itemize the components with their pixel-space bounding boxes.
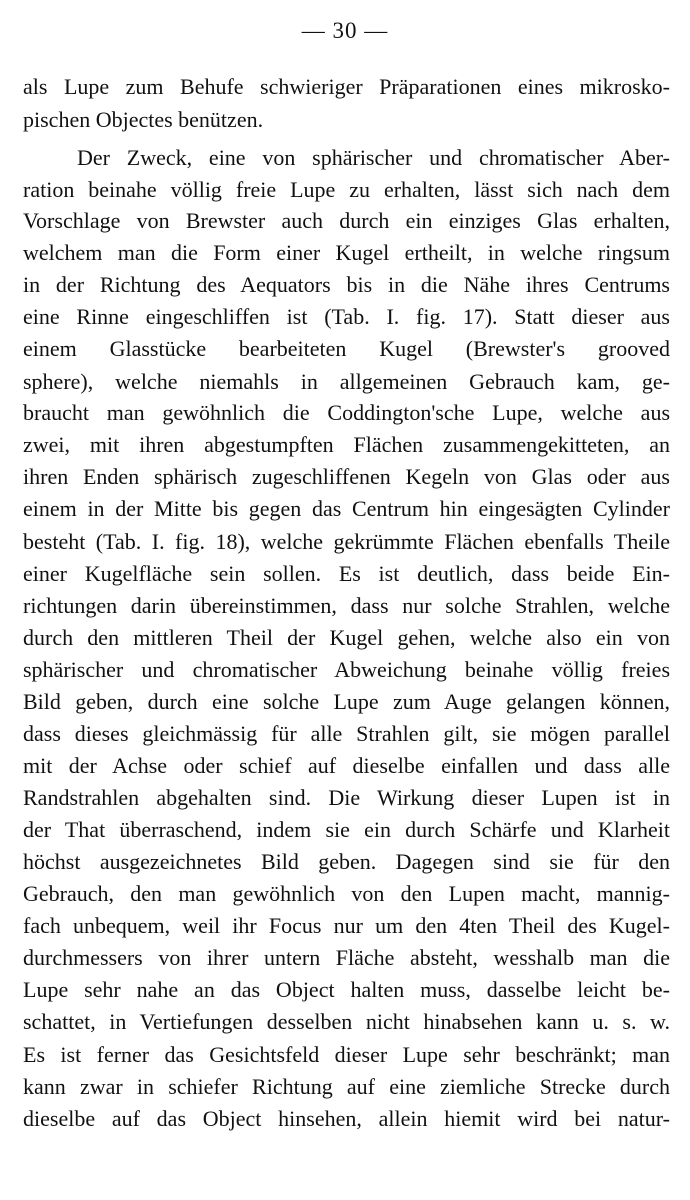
text-line: dass dieses gleichmässig für alle Strahlen gilt, sie mögen parallel xyxy=(23,721,670,746)
text-line: braucht man gewöhnlich die Coddington'sche Lupe, welche aus xyxy=(23,400,670,425)
text-line: Gebrauch, den man gewöhnlich von den Lupen macht, mannig- xyxy=(23,881,670,906)
text-line: durchmessers von ihrer untern Fläche absteht, wesshalb man die xyxy=(23,945,670,970)
text-line: als Lupe zum Behufe schwieriger Präparationen eines mikrosko- xyxy=(23,74,670,99)
text-line: einer Kugelfläche sein sollen. Es ist deutlich, dass beide Ein- xyxy=(23,561,670,586)
text-line: einem Glasstücke bearbeiteten Kugel (Brewster's grooved xyxy=(23,336,670,361)
text-line: kann zwar in schiefer Richtung auf eine ziemliche Strecke durch xyxy=(23,1074,670,1099)
text-line: welchem man die Form einer Kugel ertheilt, in welche ringsum xyxy=(23,240,670,265)
text-line: ihren Enden sphärisch zugeschliffenen Kegeln von Glas oder aus xyxy=(23,464,670,489)
text-line: Es ist ferner das Gesichtsfeld dieser Lupe sehr beschränkt; man xyxy=(23,1042,670,1067)
text-line: einem in der Mitte bis gegen das Centrum hin eingesägten Cylinder xyxy=(23,496,670,521)
text-line: pischen Objectes benützen. xyxy=(23,107,264,132)
text-line: der That überraschend, indem sie ein durch Schärfe und Klarheit xyxy=(23,817,670,842)
text-line: richtungen darin übereinstimmen, dass nur solche Strahlen, welche xyxy=(23,593,670,618)
text-line: besteht (Tab. I. fig. 18), welche gekrümmte Flächen ebenfalls Theile xyxy=(23,529,670,554)
text-line: Randstrahlen abgehalten sind. Die Wirkung dieser Lupen ist in xyxy=(23,785,670,810)
text-line: in der Richtung des Aequators bis in die Nähe ihres Centrums xyxy=(23,272,670,297)
text-line: Lupe sehr nahe an das Object halten muss, dasselbe leicht be- xyxy=(23,977,670,1002)
text-line: zwei, mit ihren abgestumpften Flächen zusammengekitteten, an xyxy=(23,432,670,457)
text-line: Der Zweck, eine von sphärischer und chromatischer Aber- xyxy=(77,145,670,170)
text-line: Vorschlage von Brewster auch durch ein einziges Glas erhalten, xyxy=(23,208,670,233)
text-line: höchst ausgezeichnetes Bild geben. Dagegen sind sie für den xyxy=(23,849,670,874)
page-number: — 30 — xyxy=(301,18,389,43)
text-line: Bild geben, durch eine solche Lupe zum Auge gelangen können, xyxy=(23,689,670,714)
text-line: durch den mittleren Theil der Kugel gehen, welche also ein von xyxy=(23,625,670,650)
text-line: dieselbe auf das Object hinsehen, allein hiemit wird bei natur- xyxy=(23,1106,670,1131)
text-line: fach unbequem, weil ihr Focus nur um den 4ten Theil des Kugel- xyxy=(23,913,670,938)
text-line: sphere), welche niemahls in allgemeinen Gebrauch kam, ge- xyxy=(23,369,670,394)
text-line: eine Rinne eingeschliffen ist (Tab. I. fig. 17). Statt dieser aus xyxy=(23,304,670,329)
text-line: ration beinahe völlig freie Lupe zu erhalten, lässt sich nach dem xyxy=(23,177,670,202)
text-line: schattet, in Vertiefungen desselben nicht hinabsehen kann u. s. w. xyxy=(23,1009,670,1034)
text-line: sphärischer und chromatischer Abweichung beinahe völlig freies xyxy=(23,657,670,682)
text-line: mit der Achse oder schief auf dieselbe einfallen und dass alle xyxy=(23,753,670,778)
